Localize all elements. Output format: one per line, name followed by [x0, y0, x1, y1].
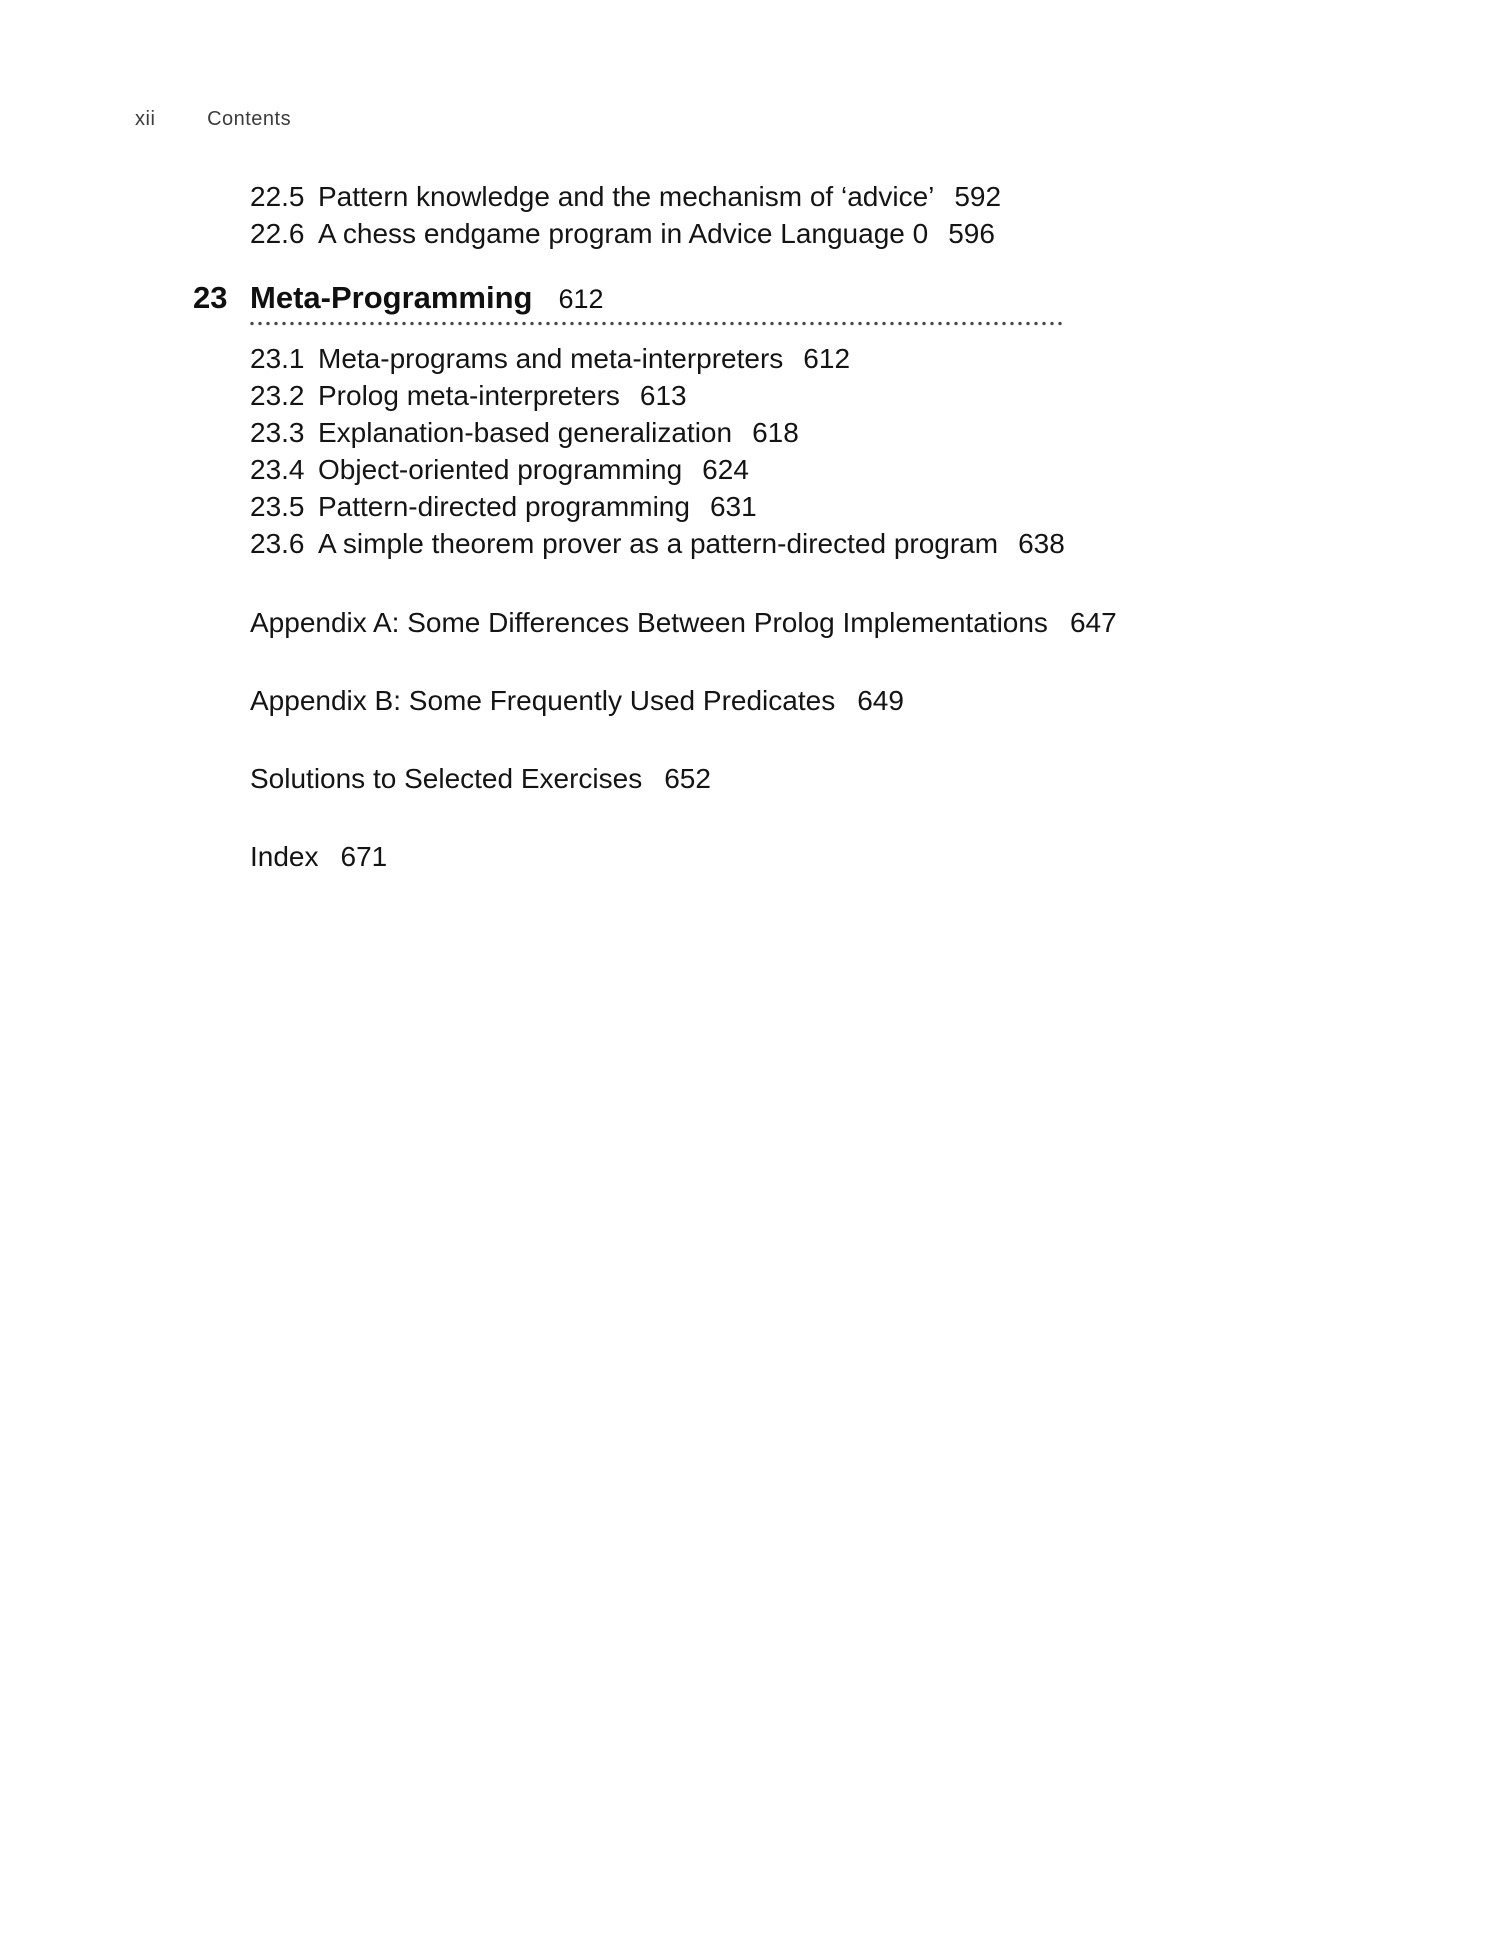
section-page: 618 [752, 417, 799, 448]
section-number: 23.3 [250, 417, 305, 448]
page-header [135, 108, 291, 131]
section-number: 22.6 [250, 218, 305, 249]
section-page: 624 [702, 454, 749, 485]
back-matter [0, 604, 1500, 875]
section-page: 612 [803, 343, 851, 374]
toc-entry [250, 525, 1500, 562]
chapter-page: 612 [558, 284, 604, 314]
section-page: 638 [1018, 528, 1065, 559]
chapter-title: Meta-Programming [250, 280, 533, 315]
chapter-number: 23 [193, 280, 228, 315]
toc-entry [250, 414, 1500, 451]
section-number: 23.4 [250, 454, 305, 485]
toc-entry [250, 377, 1500, 414]
back-matter-title: Appendix B: Some Frequently Used Predicates [250, 685, 836, 716]
section-title: Meta-programs and meta-interpreters [318, 343, 784, 374]
section-title: Prolog meta-interpreters [318, 380, 620, 411]
section-title: Object-oriented programming [318, 454, 683, 485]
page-number: xii [135, 108, 156, 130]
dotted-leader-line [250, 321, 1062, 326]
back-matter-page: 649 [857, 685, 904, 716]
section-page: 596 [948, 218, 995, 249]
section-title: A simple theorem prover as a pattern-directed program [318, 528, 999, 559]
toc-entry [250, 215, 1500, 252]
back-matter-entry [250, 682, 1500, 719]
back-matter-title: Appendix A: Some Differences Between Prolog Implementations [250, 607, 1048, 638]
section-title: Explanation-based generalization [318, 417, 733, 448]
toc-entry [250, 451, 1500, 488]
back-matter-page: 647 [1069, 607, 1117, 638]
back-matter-page: 652 [664, 763, 711, 794]
section-number: 23.6 [250, 528, 305, 559]
back-matter-title: Index [250, 841, 319, 872]
running-title: Contents [207, 108, 292, 130]
table-of-contents [0, 178, 1500, 916]
back-matter-entry [250, 838, 1500, 875]
section-title: A chess endgame program in Advice Language 0 [318, 218, 929, 249]
section-page: 592 [954, 181, 1002, 212]
chapter-heading-block [0, 278, 1500, 326]
section-title: Pattern knowledge and the mechanism of ‘advice’ [318, 181, 935, 212]
section-title: Pattern-directed programming [318, 491, 690, 522]
toc-entry [250, 178, 1500, 215]
section-number: 23.5 [250, 491, 305, 522]
chapter-heading [193, 278, 1500, 319]
back-matter-page: 671 [340, 841, 388, 872]
section-number: 22.5 [250, 181, 305, 212]
section-number: 23.2 [250, 380, 305, 411]
back-matter-title: Solutions to Selected Exercises [250, 763, 643, 794]
toc-entry [250, 488, 1500, 525]
section-number: 23.1 [250, 343, 305, 374]
section-page: 613 [639, 380, 687, 411]
back-matter-entry [250, 604, 1500, 641]
toc-entry [250, 340, 1500, 377]
section-page: 631 [709, 491, 757, 522]
back-matter-entry [250, 760, 1500, 797]
